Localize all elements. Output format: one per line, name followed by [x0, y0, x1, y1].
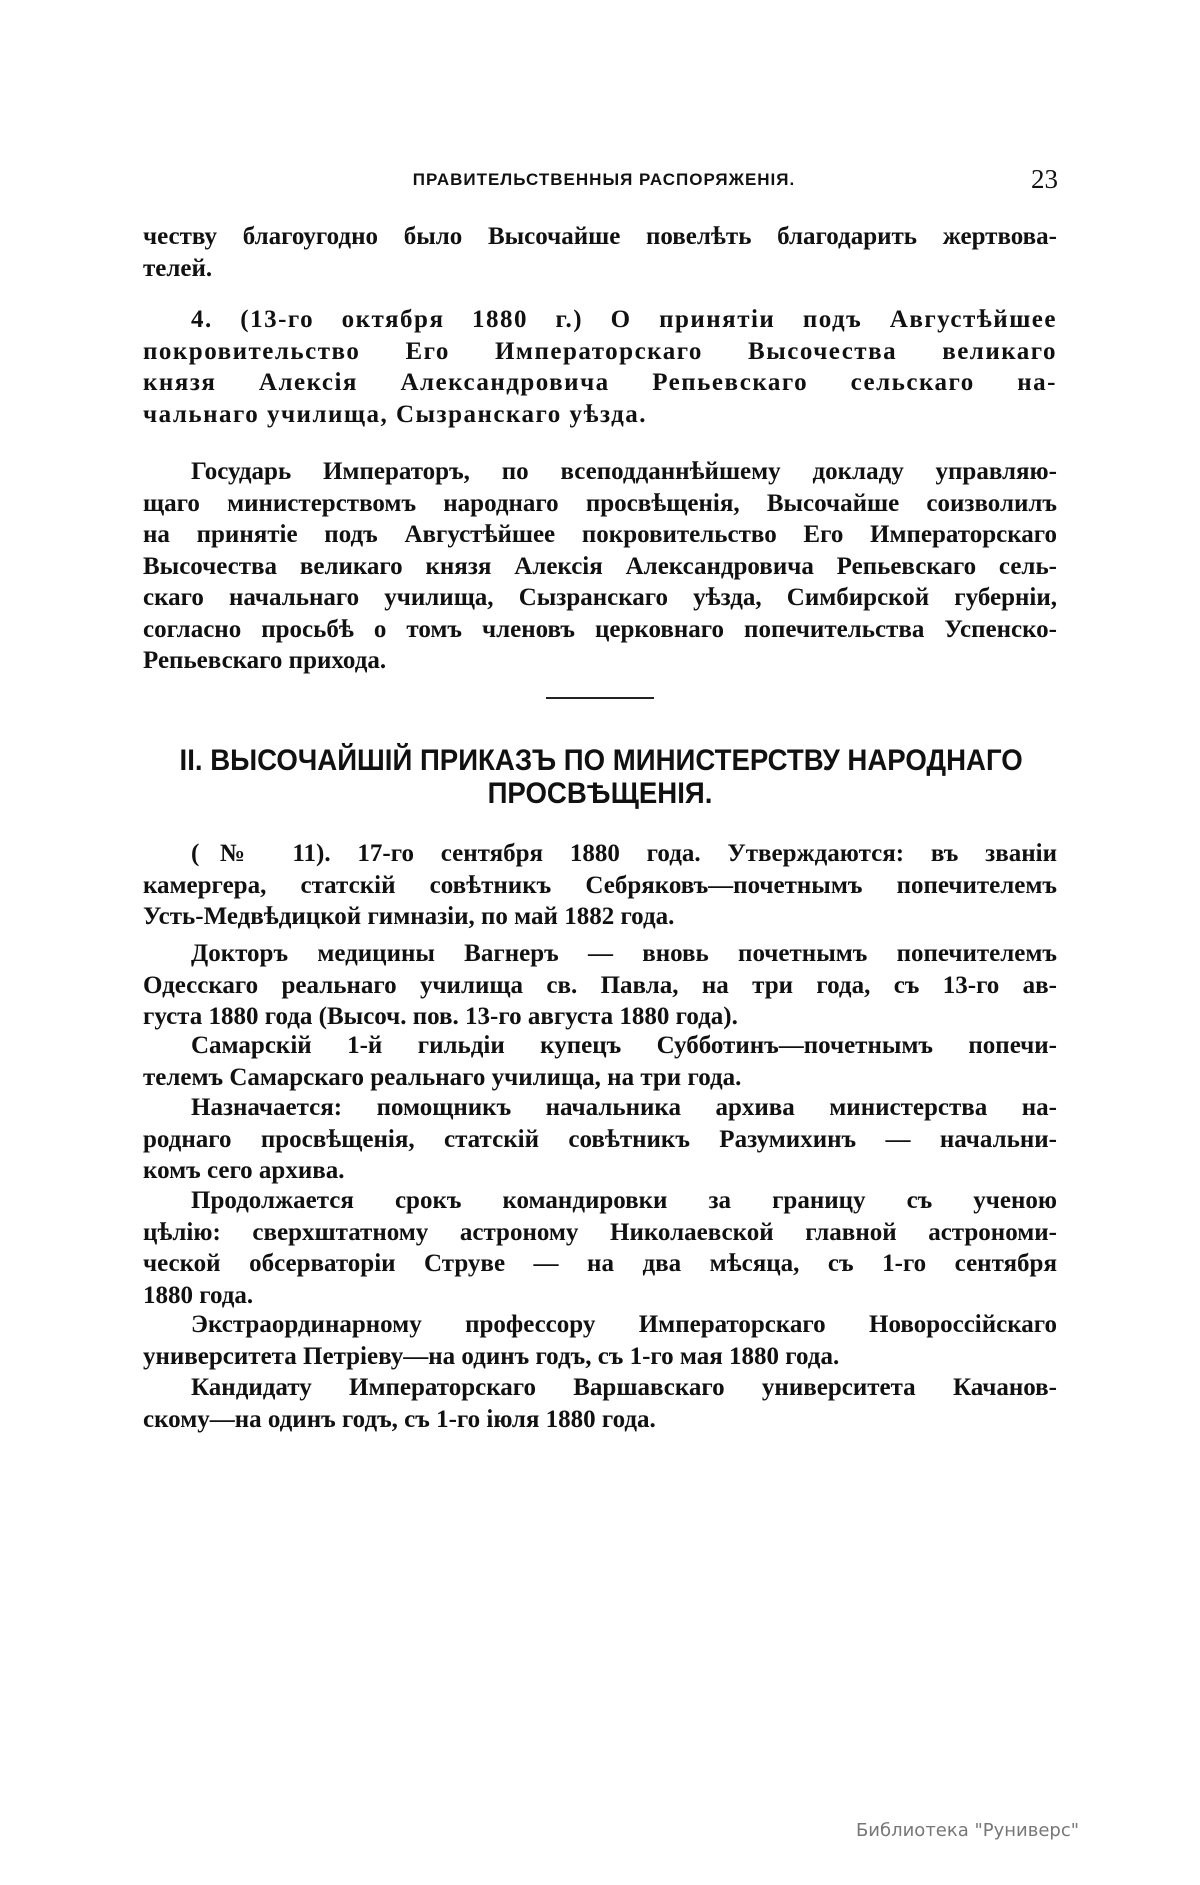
text-line: Самарскій 1-й гильдіи купецъ Субботинъ—почетнымъ попечи- — [191, 1032, 1057, 1059]
text-line: телей. — [143, 254, 213, 282]
text-line: Одесскаго реальнаго училища св. Павла, на три года, съ 13-го ав- — [143, 971, 1057, 999]
text-line: Репьевскаго прихода. — [143, 647, 387, 674]
text-line: комъ сего архива. — [143, 1157, 345, 1184]
text-line: университета Петріеву—на одинъ годъ, съ 1-го мая 1880 года. — [143, 1342, 840, 1370]
text-line: Государь Императоръ, по всеподданнѣйшему докладу управляю- — [191, 458, 1057, 485]
section-heading-line-1: II. ВЫСОЧАЙШІЙ ПРИКАЗЪ ПО МИНИСТЕРСТВУ НАРОДНАГО — [179, 744, 1023, 777]
text-line: скаго начальнаго училища, Сызранскаго уѣзда, Симбирской губерніи, — [143, 584, 1057, 611]
section-divider — [546, 697, 654, 699]
text-line: телемъ Самарскаго реальнаго училища, на три года. — [143, 1063, 742, 1091]
text-line: 4. (13-го октября 1880 г.) О принятіи подъ Августѣйшее — [191, 306, 1057, 333]
text-line: согласно просьбѣ о томъ членовъ церковнаго попечительства Успенско- — [143, 615, 1057, 643]
text-line: цѣлію: сверхштатному астроному Николаевской главной астрономи- — [143, 1218, 1057, 1246]
text-line: густа 1880 года (Высоч. пов. 13-го августа 1880 года). — [143, 1003, 738, 1030]
text-line: на принятіе подъ Августѣйшее покровительство Его Императорскаго — [143, 521, 1057, 548]
text-line: (№ 11). 17-го сентября 1880 года. Утверждаются: въ званіи — [191, 840, 1057, 867]
text-line: Экстраординарному профессору Императорскаго Новороссійскаго — [191, 1311, 1057, 1338]
text-line: покровительство Его Императорскаго Высочества великаго — [143, 337, 1057, 365]
text-line: Высочества великаго князя Алексія Александровича Репьевскаго сель- — [143, 552, 1057, 580]
library-watermark: Библиотека "Руниверс" — [855, 1820, 1080, 1841]
text-line: чальнаго училища, Сызранскаго уѣзда. — [143, 400, 648, 428]
text-line: честву благоугодно было Высочайше повелѣть благодарить жертвова- — [143, 223, 1057, 250]
text-line: камергера, статскій совѣтникъ Себряковъ—почетнымъ попечителемъ — [143, 871, 1057, 899]
running-header: ПРАВИТЕЛЬСТВЕННЫЯ РАСПОРЯЖЕНІЯ. — [412, 170, 796, 189]
text-line: скому—на одинъ годъ, съ 1-го іюля 1880 года. — [143, 1405, 656, 1433]
text-line: Докторъ медицины Вагнеръ — вновь почетнымъ попечителемъ — [191, 940, 1057, 967]
text-line: князя Алексія Александровича Репьевскаго сельскаго на- — [143, 369, 1057, 396]
text-line: ческой обсерваторіи Струве — на два мѣсяца, съ 1-го сентября — [143, 1250, 1057, 1277]
text-line: Назначается: помощникъ начальника архива министерства на- — [191, 1094, 1057, 1121]
text-line: роднаго просвѣщенія, статскій совѣтникъ Разумихинъ — начальни- — [143, 1125, 1057, 1153]
section-heading-line-2: ПРОСВѢЩЕНІЯ. — [487, 777, 713, 810]
text-line: 1880 года. — [143, 1281, 254, 1309]
text-line: Продолжается срокъ командировки за границу съ ученою — [191, 1187, 1057, 1214]
text-line: Кандидату Императорскаго Варшавскаго университета Качанов- — [191, 1374, 1057, 1401]
text-line: щаго министерствомъ народнаго просвѣщенія, Высочайше соизволилъ — [143, 489, 1057, 517]
text-line: Усть-Медвѣдицкой гимназіи, по май 1882 года. — [143, 903, 675, 930]
page-number: 23 — [1031, 164, 1058, 194]
